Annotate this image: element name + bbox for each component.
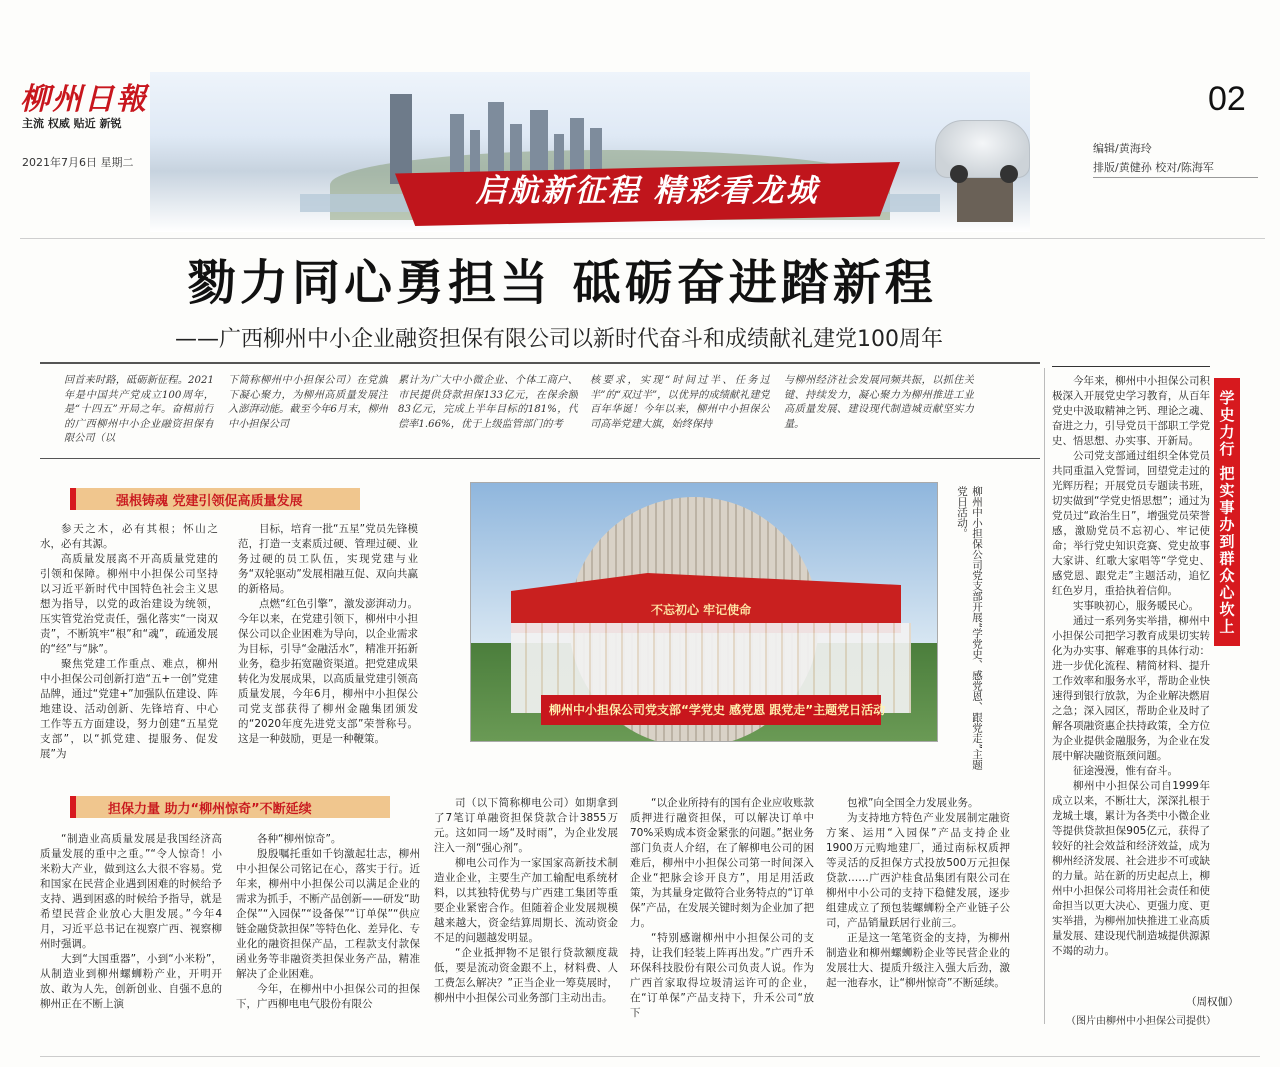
intro-bottom-rule [40, 458, 1040, 459]
paragraph: 为支持地方特色产业发展制定融资方案、运用“入园保”产品支持企业1900万元购地建厂，通过南标权质押等灵活的反担保方式投放500万元担保贷款……广西沪桂食品集团有限公司在柳州中小公司的支持下稳健发展，逐步组建成立了预包装螺蛳粉全产业链子公司，产品销量跃居行业前三。 [826, 812, 1010, 929]
bottom-rule [40, 1056, 1260, 1057]
photo-caption: 柳州中小担保公司党支部开展“学党史、感党恩、跟党走”主题党日活动。 [956, 486, 983, 770]
editor-credit: 编辑/黄海玲 [1093, 142, 1152, 155]
paragraph: 大到“大国重器”，小到“小米粉”，从制造业到柳州螺蛳粉产业，开明开放、敢为人先，创新创业、自强不息的柳州正在不断上演 [40, 953, 222, 1010]
paragraph: 聚焦党建工作重点、难点，柳州中小担保公司创新打造“五+一创”党建品牌，通过“党建+”加强队伍建设、阵地建设、活动创新、先锋培育、中心工作等五方面建设，努力创建“五星党支部”，以“抓党建、提服务、促发展”为 [40, 658, 218, 760]
intro-column: 与柳州经济社会发展同频共振，以抓住关键、持续发力，凝心聚力为柳州推进工业高质量发展、建设现代制造城贡献坚实力量。 [784, 375, 974, 430]
paragraph: 柳电公司作为一家国家高新技术制造业企业，主要生产加工输配电系统材料，以其独特优势与广西建工集团等重要企业紧密合作。但随着企业发展规模越来越大，资金结算周期长、流动资金不足的问题越发明显。 [434, 857, 618, 944]
intro-top-rule [40, 362, 1040, 364]
subheadline: ——广西柳州中小企业融资担保有限公司以新时代奋斗和成绩献礼建党100周年 [175, 327, 943, 352]
banner-tower [390, 94, 412, 184]
author-signature: （周权伽） [1186, 996, 1239, 1008]
paragraph: 今年，在柳州中小担保公司的担保下，广西柳电电气股份有限公 [236, 983, 420, 1010]
sidebar-top-rule [1052, 366, 1210, 367]
paragraph: 高质量发展离不开高质量党建的引领和保障。柳州中小担保公司坚持以习近平新时代中国特色社会主义思想为指导，以党的政治建设为统领，压实管党治党责任，强化落实“一岗双责”，不断筑牢“根”和“魂”，疏通发展的“经”与“脉”。 [40, 553, 218, 655]
party-event-photo [470, 482, 938, 742]
section2-column-4 [630, 796, 814, 1032]
photo-credit: （图片由柳州中小担保公司提供） [1066, 1016, 1216, 1027]
intro-column: 累计为广大中小微企业、个体工商户、市民提供贷款担保133亿元，在保余额83亿元，完成上半年目标的181%，代偿率1.66%，优于上级监管部门的考 [398, 375, 578, 430]
section2-column-5 [826, 796, 1010, 1032]
paragraph: 通过一系列务实举措，柳州中小担保公司把学习教育成果切实转化为办实事、解难事的具体行动：进一步优化流程、精简材料、提升工作效率和服务水平，帮助企业快速得到银行放款，为企业解决燃眉之急；深入园区，帮助企业及时了解各项融资惠企扶持政策，全方位为企业提供金融服务，为企业在发展中解决融资瓶颈问题。 [1052, 615, 1210, 762]
paragraph: “以企业所持有的国有企业应收账款质押进行融资担保，可以解决订单中70%采购成本资金紧张的问题。”据业务部门负责人介绍，在了解柳电公司的困难后，柳州中小担保公司第一时间深入企业“把脉会诊开良方”，用足用活政策，为其量身定做符合业务特点的“订单保”产品，在发展关键时刻为企业加了把力。 [630, 797, 814, 929]
sidebar-article [1052, 374, 1210, 990]
header-divider [20, 238, 1265, 239]
paragraph: 实事映初心，服务暖民心。 [1073, 600, 1199, 612]
paragraph: 今年来，柳州中小担保公司积极深入开展党史学习教育，从百年党史中汲取精神之钙、理论之魂、奋进之力，引导党员干部职工学党史、悟思想、办实事、开新局。 [1052, 375, 1210, 447]
section1-column-2 [238, 522, 418, 768]
paragraph: 包袱”向全国全力发展业务。 [847, 797, 979, 809]
paragraph: 点燃“红色引擎”，激发澎湃动力。今年以来，在党建引领下，柳州中小担保公司以企业困难为导向，以企业需求为目标，引导“金融活水”，精准开拓新业务，稳步拓宽融资渠道。把党建成果转化为发展成果，以高质量党建引领高质量发展，今年6月，柳州中小担保公司党支部获得了柳州金融集团颁发的“2020年度先进党支部”荣誉称号。这是一种鼓励，更是一种鞭策。 [238, 598, 418, 745]
photo-wall-slogan: 不忘初心 牢记使命 [651, 603, 752, 617]
sidebar-divider [1044, 368, 1045, 1024]
intro-column: 核要求，实现“时间过半、任务过半”的“双过半”，以优异的成绩献礼建党百年华诞！今年以来，柳州中小担保公司高举党建大旗，始终保持 [590, 375, 770, 430]
intro-column: 下简称柳州中小担保公司）在党旗下凝心聚力，为柳州高质量发展注入澎湃动能。截至今年6月末，柳州中小担保公司 [228, 375, 388, 430]
banner-title: 启航新征程 精彩看龙城 [475, 173, 819, 209]
section2-column-2 [236, 832, 420, 1032]
banner-car-illustration [935, 120, 1030, 178]
masthead-logo: 柳州日報 [20, 82, 148, 117]
paragraph: “特别感谢柳州中小担保公司的支持，让我们轻装上阵再出发。”广西升禾环保科技股份有限公司负责人说。作为广西首家取得垃圾清运许可的企业，在“订单保”产品支持下，升禾公司“放下 [630, 932, 814, 1019]
headline: 勠力同心勇担当 砥砺奋进踏新程 [188, 255, 937, 311]
sidebar-label: 学史力行 把实事办到群众心坎上 [1217, 390, 1236, 636]
paragraph: 公司党支部通过组织全体党员共同重温入党誓词，回望党走过的光辉历程；开展党员专题读书班，切实做到“学党史悟思想”；通过为党员过“政治生日”，增强党员荣誉感，激励党员不忘初心、牢记使命；举行党史知识竞赛、党史故事大家讲、红歌大家唱等“学党史、感党恩、跟党走”主题活动，追忆红色岁月，重拾执着信仰。 [1052, 450, 1210, 597]
paragraph: 征途漫漫，惟有奋斗。 [1073, 765, 1178, 777]
paragraph: 参天之木，必有其根；怀山之水，必有其源。 [40, 523, 218, 550]
intro-column: 回首来时路，砥砺新征程。2021年是中国共产党成立100周年，是“十四五”开局之年。奋楫前行的广西柳州中小企业融资担保有限公司（以 [64, 375, 214, 445]
masthead-slogan: 主流 权威 贴近 新锐 [22, 117, 122, 130]
page-number: 02 [1208, 80, 1246, 118]
issue-date: 2021年7月6日 星期二 [22, 156, 134, 169]
credit-divider [1093, 177, 1258, 178]
paragraph: 殷殷嘱托重如千钧激起壮志，柳州中小担保公司铭记在心，落实于行。近年来，柳州中小担保公司以满足企业的需求为抓手，不断产品创新——研发“助企保”“入园保”“设备保”“订单保”“供应链金融贷款担保”等特色化、差异化、专业化的融资担保产品，工程款支付款保函业务等非融资类担保业务产品，精准解决了企业困难。 [236, 848, 420, 980]
section1-column-1 [40, 522, 218, 768]
layout-credit: 排版/黄健孙 校对/陈海军 [1093, 161, 1214, 174]
section2-column-3 [434, 796, 618, 1032]
photo-banner-text: 柳州中小担保公司党支部“学党史 感党恩 跟党走”主题党日活动 [549, 703, 886, 717]
section2-title: 担保力量 助力“柳州惊奇”不断延续 [108, 802, 312, 817]
section2-column-1 [40, 832, 222, 1032]
paragraph: 司（以下简称柳电公司）如期拿到了7笔订单融资担保贷款合计3855万元。这如同一场“及时雨”，为企业发展注入一剂“强心剂”。 [434, 797, 618, 854]
paragraph: 柳州中小担保公司自1999年成立以来，不断壮大，深深扎根于龙城土壤，累计为各类中小微企业等提供贷款担保905亿元，获得了较好的社会效益和经济效益，成为柳州经济发展、社会进步不可或缺的力量。站在新的历史起点上，柳州中小担保公司将用社会责任和使命担当以更大决心、更强力度、更实举措，为柳州加快推进工业高质量发展、建设现代制造城提供源源不竭的动力。 [1052, 780, 1210, 957]
paragraph: “制造业高质量发展是我国经济高质量发展的重中之重。”“令人惊奇！小米粉大产业，做到这么大很不容易。党和国家在民营企业遇到困难的时候给予支持、遇到困惑的时候给予指导，就是希望民营企业放心大胆发展。”今年4月，习近平总书记在视察广西、视察柳州时强调。 [40, 833, 222, 950]
section1-title: 强根铸魂 党建引领促高质量发展 [116, 494, 303, 509]
paragraph: 各种“柳州惊奇”。 [257, 833, 342, 845]
paragraph: “企业抵押物不足银行贷款额度裁低，要是流动资金跟不上，材料费、人工费怎么解决？”正当企业一筹莫展时，柳州中小担保公司业务部门主动出击。 [434, 947, 618, 1004]
paragraph: 目标，培育一批“五星”党员先锋模范，打造一支素质过硬、管理过硬、业务过硬的员工队伍，实现党建与业务“双轮驱动”发展相融互促、双向共赢的新格局。 [238, 523, 418, 595]
paragraph: 正是这一笔笔资金的支持，为柳州制造业和柳州螺蛳粉企业等民营企业的发展壮大、提质升级注入强大后劲，激起一池春水，让“柳州惊奇”不断延续。 [826, 932, 1010, 989]
